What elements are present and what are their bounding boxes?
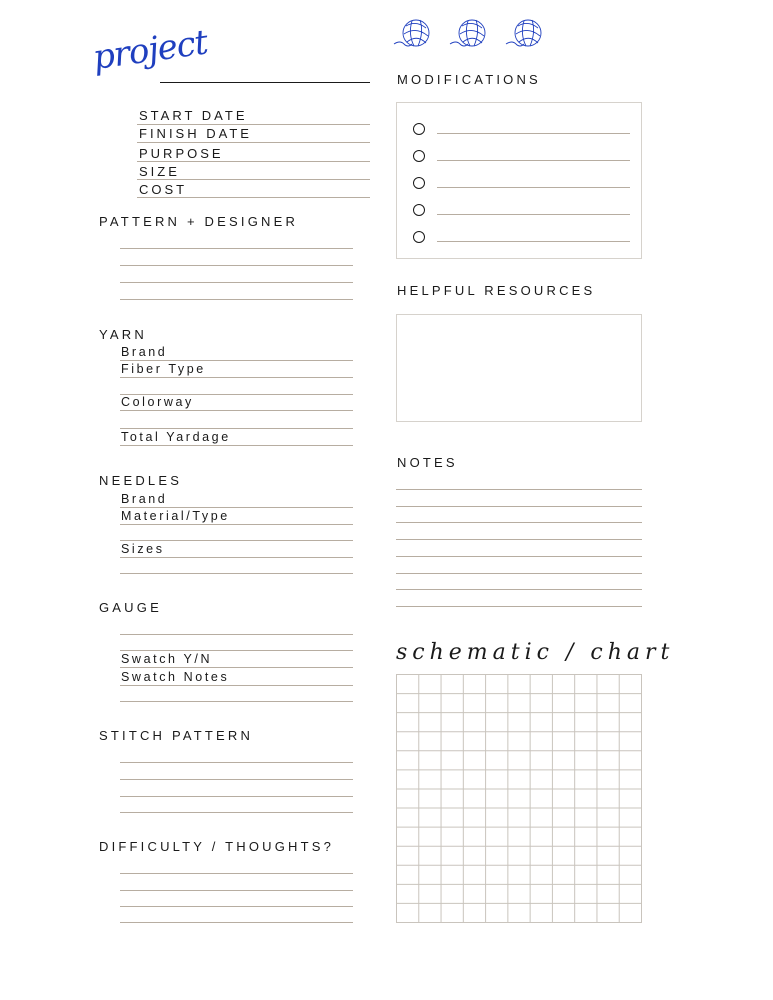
difficulty-line[interactable] — [120, 906, 353, 907]
needles-material-line[interactable] — [120, 524, 353, 525]
modification-checkbox[interactable] — [413, 231, 425, 243]
resources-box[interactable] — [396, 314, 642, 422]
yarn-fiber-line[interactable] — [120, 377, 353, 378]
helpful-resources-heading: HELPFUL RESOURCES — [397, 283, 596, 298]
needles-heading: NEEDLES — [99, 473, 183, 488]
modifications-box — [396, 102, 642, 259]
difficulty-line[interactable] — [120, 873, 353, 874]
yarn-balls-illustration — [390, 14, 560, 54]
yarn-ball-icon — [394, 20, 429, 46]
needles-sizes-line-2[interactable] — [120, 573, 353, 574]
project-title: project — [90, 22, 210, 78]
cost-label: COST — [139, 182, 188, 197]
purpose-label: PURPOSE — [139, 146, 224, 161]
yarn-ball-icon — [450, 20, 485, 46]
schematic-grid[interactable] — [396, 674, 643, 924]
yarn-yardage-label: Total Yardage — [121, 430, 231, 444]
stitch-line[interactable] — [120, 779, 353, 780]
notes-line[interactable] — [396, 556, 642, 557]
stitch-pattern-heading: STITCH PATTERN — [99, 728, 254, 743]
swatch-yn-label: Swatch Y/N — [121, 652, 213, 666]
yarn-colorway-label: Colorway — [121, 395, 194, 409]
difficulty-line[interactable] — [120, 922, 353, 923]
yarn-colorway-line-2[interactable] — [120, 428, 353, 429]
swatch-yn-line[interactable] — [120, 667, 353, 668]
pattern-line[interactable] — [120, 248, 353, 249]
stitch-line[interactable] — [120, 762, 353, 763]
gauge-heading: GAUGE — [99, 600, 162, 615]
yarn-colorway-line[interactable] — [120, 410, 353, 411]
difficulty-heading: DIFFICULTY / THOUGHTS? — [99, 839, 335, 854]
swatch-notes-line-2[interactable] — [120, 701, 353, 702]
notes-line[interactable] — [396, 539, 642, 540]
notes-line[interactable] — [396, 489, 642, 490]
purpose-line[interactable] — [137, 161, 370, 162]
pattern-line[interactable] — [120, 299, 353, 300]
needles-sizes-line[interactable] — [120, 557, 353, 558]
yarn-fiber-label: Fiber Type — [121, 362, 206, 376]
finish-date-line[interactable] — [137, 142, 370, 143]
size-label: SIZE — [139, 164, 180, 179]
cost-line[interactable] — [137, 197, 370, 198]
notes-line[interactable] — [396, 573, 642, 574]
modification-checkbox[interactable] — [413, 204, 425, 216]
modification-line[interactable] — [437, 214, 630, 215]
project-name-line[interactable] — [160, 82, 370, 83]
pattern-line[interactable] — [120, 265, 353, 266]
yarn-ball-icon — [506, 20, 541, 46]
modification-line[interactable] — [437, 160, 630, 161]
swatch-notes-line[interactable] — [120, 685, 353, 686]
needles-sizes-label: Sizes — [121, 542, 165, 556]
start-date-label: START DATE — [139, 108, 248, 123]
modification-line[interactable] — [437, 187, 630, 188]
yarn-brand-label: Brand — [121, 345, 168, 359]
yarn-heading: YARN — [99, 327, 147, 342]
gauge-line[interactable] — [120, 650, 353, 651]
notes-line[interactable] — [396, 589, 642, 590]
start-date-line[interactable] — [137, 124, 370, 125]
modification-checkbox[interactable] — [413, 177, 425, 189]
notes-line[interactable] — [396, 522, 642, 523]
stitch-line[interactable] — [120, 796, 353, 797]
modification-line[interactable] — [437, 241, 630, 242]
pattern-designer-heading: PATTERN + DESIGNER — [99, 214, 299, 229]
modification-checkbox[interactable] — [413, 123, 425, 135]
notes-line[interactable] — [396, 606, 642, 607]
yarn-yardage-line[interactable] — [120, 445, 353, 446]
needles-brand-line[interactable] — [120, 507, 353, 508]
schematic-chart-title: schematic / chart — [396, 640, 675, 665]
notes-line[interactable] — [396, 506, 642, 507]
needles-material-label: Material/Type — [121, 509, 230, 523]
pattern-line[interactable] — [120, 282, 353, 283]
modifications-heading: MODIFICATIONS — [397, 72, 541, 87]
yarn-brand-line[interactable] — [120, 360, 353, 361]
needles-material-line-2[interactable] — [120, 540, 353, 541]
notes-heading: NOTES — [397, 455, 458, 470]
stitch-line[interactable] — [120, 812, 353, 813]
gauge-line[interactable] — [120, 634, 353, 635]
modification-line[interactable] — [437, 133, 630, 134]
swatch-notes-label: Swatch Notes — [121, 670, 230, 684]
size-line[interactable] — [137, 179, 370, 180]
difficulty-line[interactable] — [120, 890, 353, 891]
needles-brand-label: Brand — [121, 492, 168, 506]
finish-date-label: FINISH DATE — [139, 126, 252, 141]
modification-checkbox[interactable] — [413, 150, 425, 162]
